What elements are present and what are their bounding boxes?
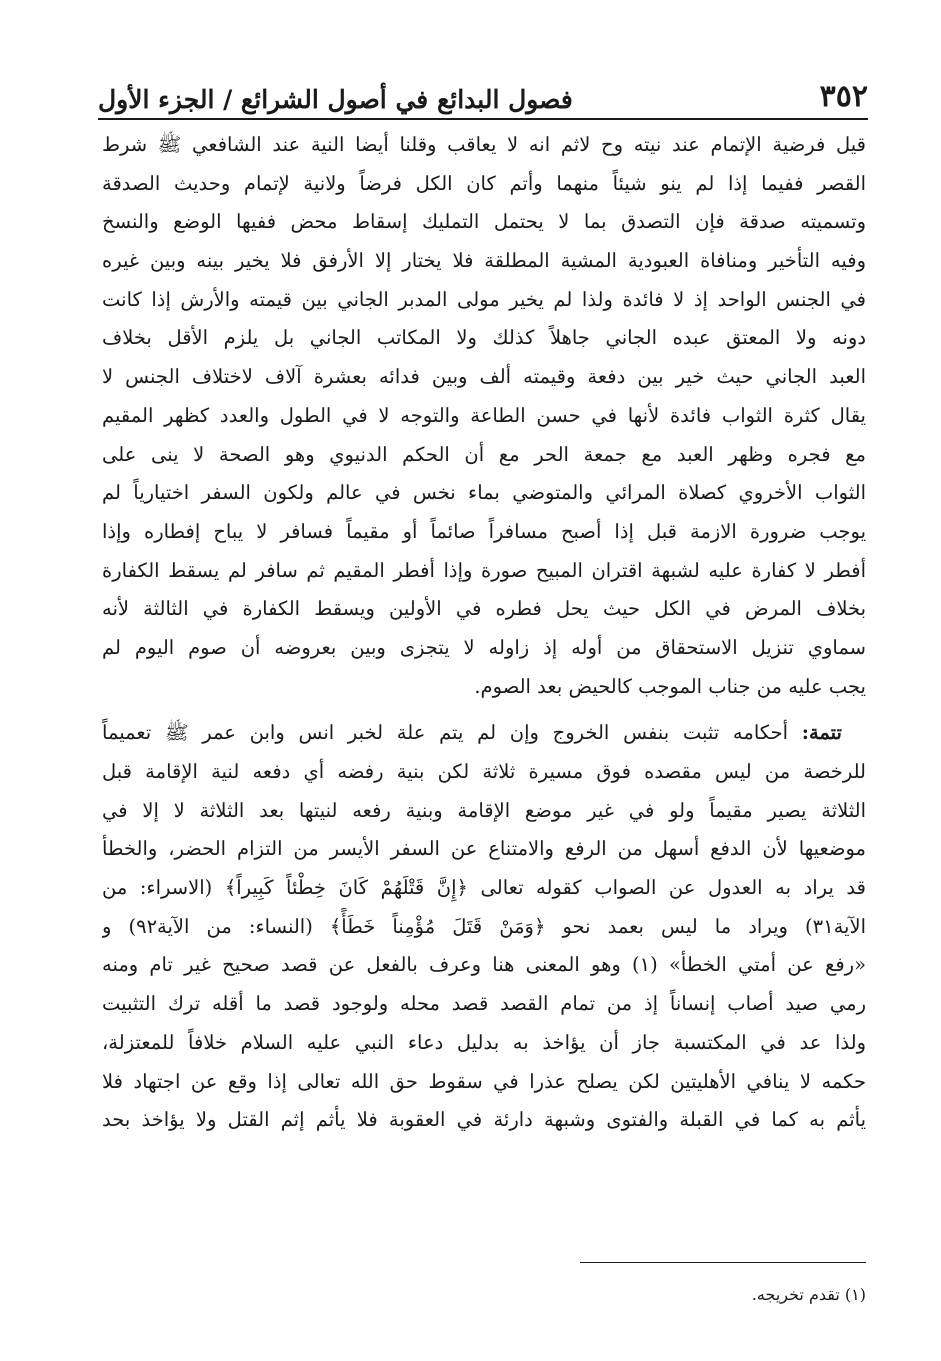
text-line: الآية٣١) ويراد ما ليس بعمد نحو ﴿وَمَنْ قَتَلَ مُؤْمِناً خَطَأً﴾ (النساء: من الآية٩٢) و: [102, 914, 866, 938]
paragraph-2: [102, 714, 866, 1140]
text-line: يوجب ضرورة الازمة قبل إذا أصبح مسافراً صائماً أو مقيماً فسافر لا يباح إفطاره وإذا: [102, 519, 866, 543]
text-line: قد يراد به العدول عن الصواب كقوله تعالى ﴿إِنَّ قَتْلَهُمْ كَانَ خِطْئاً كَبِيراً﴾ (الاسراء: من: [102, 876, 866, 900]
text-line: «رفع عن أمتي الخطأ» (١) وهو المعنى هنا وعرف بالفعل عن قصد صحيح غير تام ومنه: [102, 953, 866, 977]
footnote-rule: [580, 1262, 866, 1263]
paragraph-lead-word: تتمة:: [801, 721, 842, 745]
footnote: (١) تقدم تخريجه.: [751, 1285, 866, 1304]
body-text: [102, 126, 866, 1140]
paragraph-1: [102, 126, 866, 706]
text-line: في الجنس الواحد إذ لا فائدة ولذا لم يخير مولى المدبر الجاني بين قيمته والأرش إذا كانت: [102, 287, 866, 311]
text-line: أفطر لا كفارة عليه لشبهة اقتران المبيح صورة وإذا أفطر المقيم ثم سافر لم يسقط الكفارة: [102, 558, 866, 582]
text-line: وتسميته صدقة فإن التصدق بما لا يحتمل التمليك إسقاط محض ففيها الوضع والنسخ: [102, 210, 866, 234]
text-line: يقال كثرة الثواب فائدة لأنها في حسن الطاعة والتوجه لا في الطول والعدد كظهر المقيم: [102, 403, 866, 427]
text-line: بخلاف المرض في الكل حيث يحل فطره في الأولين ويسقط الكفارة في الثالثة لأنه: [102, 597, 866, 621]
page-header: [98, 62, 868, 112]
text-line: العبد الجاني حيث خير بين دفعة وقيمته ألف وبين فدائه بعشرة آلاف لاختلاف الجنس لا: [102, 365, 866, 389]
text-line: وفيه التأخير ومنافاة العبودية المشية المطلقة فلا يختار إلا الأرفق فلا يخير بينه وبين غيره: [102, 249, 866, 273]
page-number: ٣٥٢: [819, 79, 868, 114]
text-line: قيل فرضية الإتمام عند نيته وح لاثم انه لا يعاقب وقلنا أيضا النية عند الشافعي ﷺ شرط: [102, 133, 866, 156]
paragraph-gap: [102, 706, 866, 714]
text-line: سماوي تنزيل الاستحقاق من أوله إذ زاوله لا يتجزى وبين بعروضه أن صوم اليوم لم: [102, 635, 866, 659]
text-line: يجب عليه من جناب الموجب كالحيض بعد الصوم.: [474, 674, 866, 698]
text-line: موضعيها لأن الدفع أسهل من الرفع والامتناع عن السفر الأيسر من التزام الحضر، والخطأ: [102, 837, 866, 861]
text-line: القصر ففيما إذا لم ينو شيئاً منهما وأتم كان الكل فرضاً ولانية لإتمام وحديث الصدقة: [102, 171, 866, 195]
header-rule: [98, 118, 868, 120]
text-line: الثواب الأخروي كصلاة المرائي والمتوضي بماء نخس في عالم ولكون السفر اختيارياً لم: [102, 481, 866, 505]
text-line: للرخصة من ليس مقصده فوق مسيرة ثلاثة لكن بنية رفضه أي دفعه لنية الإقامة قبل: [102, 760, 866, 783]
text-line: حكمه لا ينافي الأهليتين لكن يصلح عذرا في سقوط حق الله تعالى إذا وقع عن اجتهاد فلا: [102, 1069, 866, 1093]
text-line: دونه ولا المعتق عبده الجاني جاهلاً كذلك ولا المكاتب الجاني بل يلزم الأقل بخلاف: [102, 326, 866, 350]
running-title: فصول البدائع في أصول الشرائع / الجزء الأول: [98, 85, 573, 114]
text-line-rest: أحكامه تثبت بنفس الخروج وإن لم يتم علة لخبر انس وابن عمر ﷺ تعميماً: [102, 721, 789, 745]
text-line: مع فجره وظهر العبد مع جمعة الحر مع أن الحكم الدنيوي وهو الصحة لا ينى على: [102, 442, 866, 466]
text-line: [102, 714, 866, 753]
text-line: يأثم به كما في القبلة والفتوى وشبهة دارئة في العقوبة فلا يأثم إثم القتل ولا يؤاخذ بحد: [102, 1108, 866, 1132]
text-line: الثلاثة يصير مقيماً ولو في غير موضع الإقامة وبنية رفعه لنيتها بعد الثلاثة لا إلا في: [102, 798, 866, 822]
text-line: رمي صيد أصاب إنساناً إذ من تمام القصد قصد محله ولوجود قصد ما أقله ترك التثبيت: [102, 992, 866, 1016]
text-line: ولذا عد في المكتسبة جاز أن يؤاخذ به بدليل دعاء النبي عليه السلام خلافاً للمعتزلة،: [102, 1030, 866, 1054]
